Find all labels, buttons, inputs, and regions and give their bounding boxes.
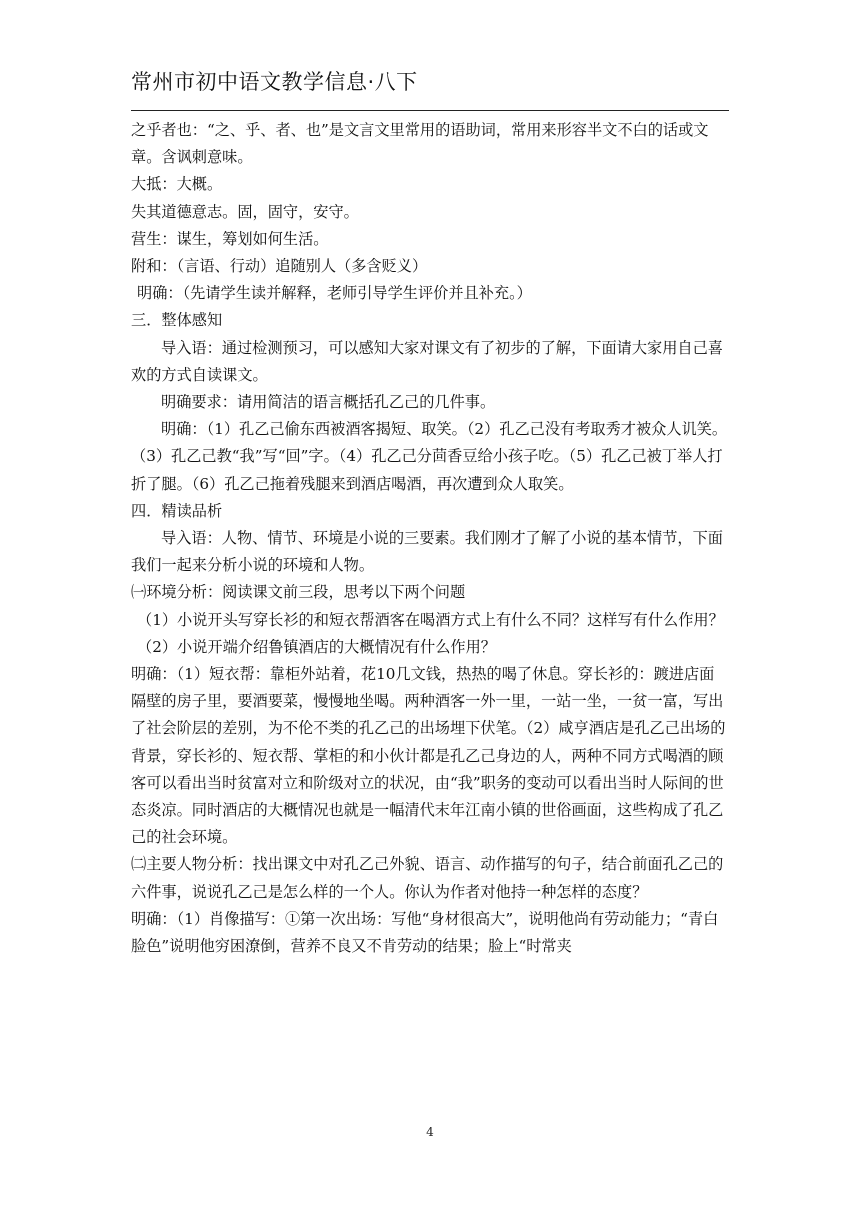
paragraph-mingque-2: 明确：（1）孔乙己偷东西被酒客揭短、取笑。（2）孔乙己没有考取秀才被众人讥笑。（3）孔乙己教“我”写“回”字。（4）孔乙己分茴香豆给小孩子吃。（5）孔乙己被丁举人打折了腿。（6）孔乙己拖着残腿来到酒店喝酒，再次遭到众人取笑。	[131, 420, 728, 493]
paragraph-fuhe: 附和：（言语、行动）追随别人（多含贬义）	[131, 257, 428, 276]
section-heading-4: 四．精读品析	[131, 501, 223, 520]
paragraph-dadi: 大抵：大概。	[131, 175, 223, 194]
question-2: （2）小说开端介绍鲁镇酒店的大概情况有什么作用？	[137, 637, 496, 656]
paragraph-mingque-4: 明确：（1）肖像描写：①第一次出场：写他“身材很高大”，说明他尚有劳动能力；“青白脸色”说明他穷困潦倒，营养不良又不肯劳动的结果；脸上“时常夹	[131, 909, 719, 956]
paragraph-shiqi: 失其道德意志。固，固守，安守。	[131, 202, 359, 221]
paragraph-zhihuzheye: 之乎者也：“之、乎、者、也”是文言文里常用的语助词，常用来形容半文不白的话或文章。含讽刺意味。	[131, 121, 709, 167]
paragraph-intro-2: 导入语：人物、情节、环境是小说的三要素。我们刚才了解了小说的基本情节，下面我们一起来分析小说的环境和人物。	[131, 529, 723, 575]
paragraph-mingque-3: 明确：（1）短衣帮：靠柜外站着，花10几文钱，热热的喝了休息。穿长衫的：踱进店面隔壁的房子里，要酒要菜，慢慢地坐喝。两种酒客一外一里，一站一坐，一贫一富，写出了社会阶层的差别，为不伦不类的孔乙己的出场埋下伏笔。（2）咸亨酒店是孔乙己出场的背景，穿长衫的、短衣帮、掌柜的和小伙计都是孔乙己身边的人，两种不同方式喝酒的顾客可以看出当时贫富对立和阶级对立的状况，由“我”职务的变动可以看出当时人际间的世态炎凉。同时酒店的大概情况也就是一幅清代末年江南小镇的世俗画面，这些构成了孔乙己的社会环境。	[131, 665, 726, 847]
running-header-title: 常州市初中语文教学信息·八下	[131, 70, 418, 94]
section-heading-3: 三．整体感知	[131, 311, 223, 330]
page-number: 4	[426, 1125, 434, 1139]
subsection-environment: ㈠环境分析：阅读课文前三段，思考以下两个问题	[131, 583, 466, 602]
paragraph-requirement: 明确要求：请用简洁的语言概括孔乙己的几件事。	[161, 393, 496, 412]
header-divider	[131, 110, 729, 111]
paragraph-yingsheng: 营生：谋生，筹划如何生活。	[131, 229, 329, 248]
subsection-character: ㈡主要人物分析：找出课文中对孔乙己外貌、语言、动作描写的句子，结合前面孔乙己的六件事，说说孔乙己是怎么样的一个人。你认为作者对他持一种怎样的态度？	[131, 855, 724, 901]
paragraph-intro-1: 导入语：通过检测预习，可以感知大家对课文有了初步的了解，下面请大家用自己喜欢的方式自读课文。	[131, 338, 723, 384]
body-text	[131, 117, 729, 960]
question-1: （1）小说开头写穿长衫的和短衣帮酒客在喝酒方式上有什么不同？这样写有什么作用？	[137, 610, 724, 629]
paragraph-mingque-1: 明确：（先请学生读并解释，老师引导学生评价并且补充。）	[137, 284, 532, 303]
